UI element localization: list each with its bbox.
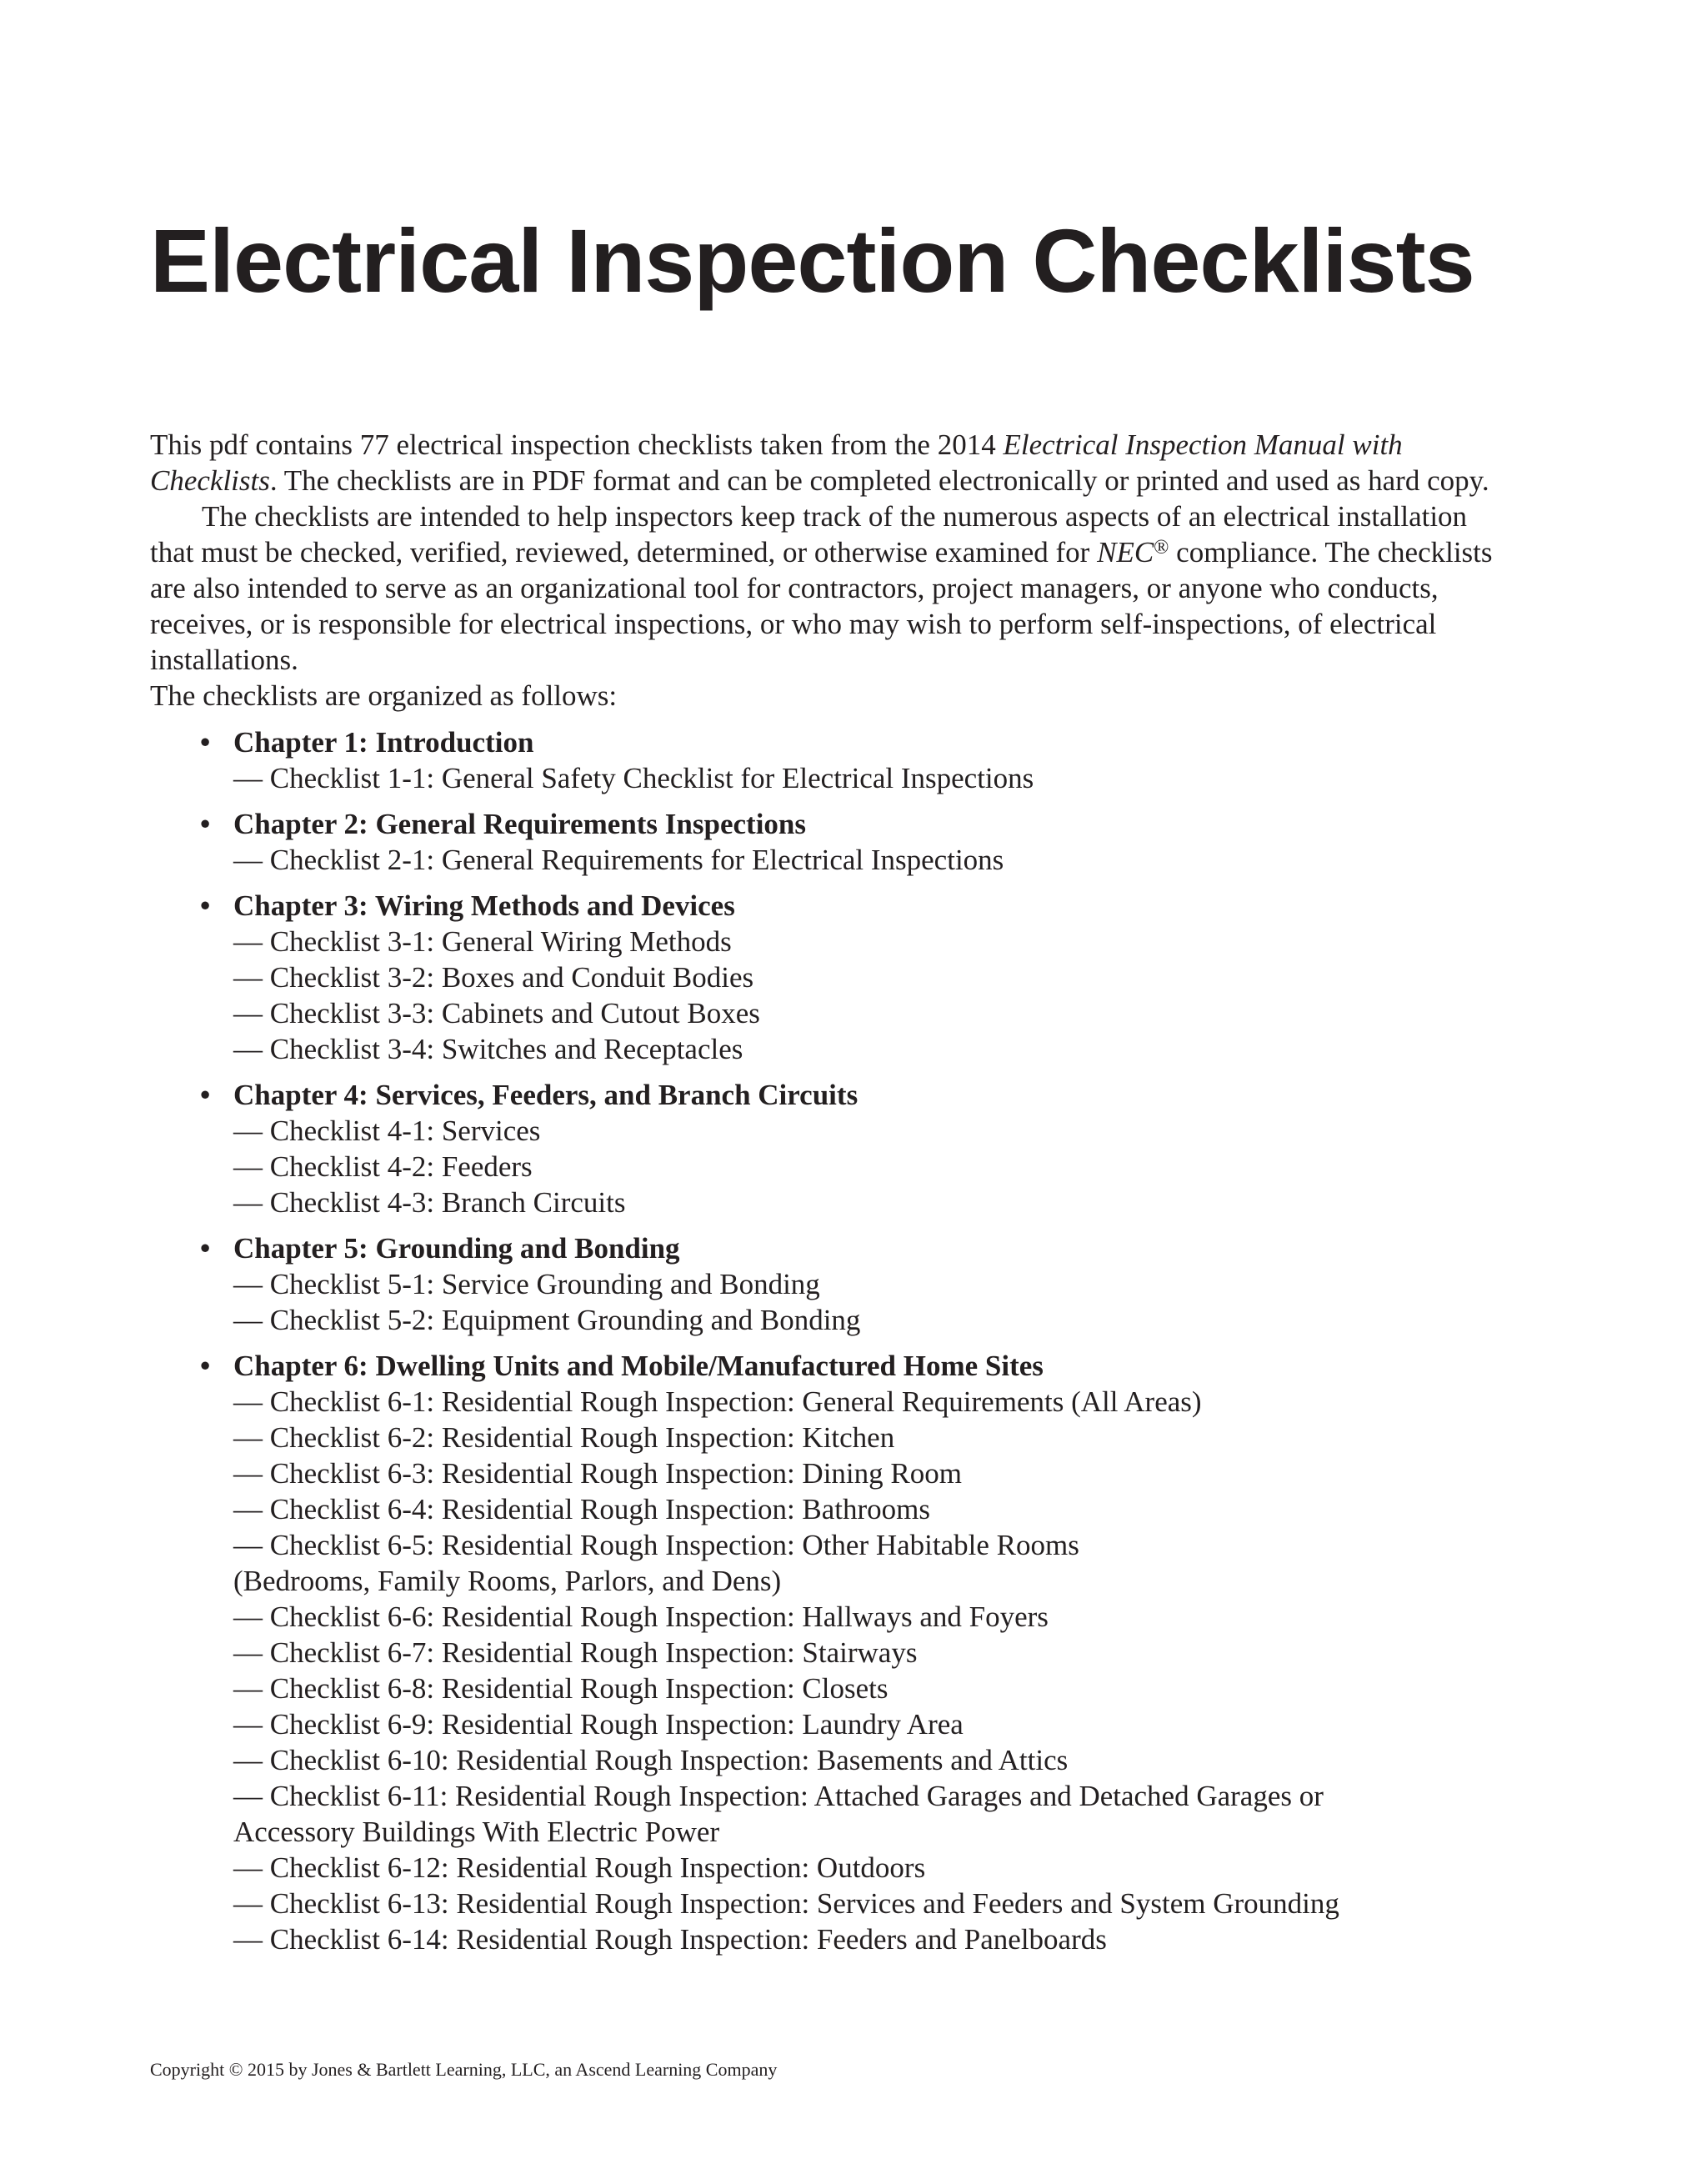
chapter-item [150,806,1567,878]
bullet-icon: • [200,1079,211,1111]
checklist-item: — Checklist 1-1: General Safety Checklist for Electrical Inspections [233,762,1034,794]
chapter-title: Chapter 3: Wiring Methods and Devices [233,889,735,922]
checklist-item: (Bedrooms, Family Rooms, Parlors, and Dens) [233,1565,782,1597]
chapter-title: Chapter 1: Introduction [233,726,534,759]
checklist-item: — Checklist 3-1: General Wiring Methods [233,925,732,958]
checklist-item: — Checklist 6-9: Residential Rough Inspection: Laundry Area [233,1708,964,1741]
chapter-item [150,1230,1567,1338]
checklist-item: — Checklist 3-2: Boxes and Conduit Bodies [233,961,754,994]
document-body [150,427,1567,1957]
bullet-icon: • [200,726,211,759]
chapter-list [150,724,1567,1957]
checklist-item: — Checklist 6-14: Residential Rough Inspection: Feeders and Panelboards [233,1923,1107,1956]
intro-paragraph-1-line-2: Checklists. The checklists are in PDF format and can be completed electronically or printed and used as hard copy. [150,464,1489,497]
chapter-title: Chapter 4: Services, Feeders, and Branch Circuits [233,1079,859,1111]
chapter-item [150,888,1567,1067]
checklist-item: — Checklist 4-1: Services [233,1115,541,1147]
checklist-item: — Checklist 6-4: Residential Rough Inspection: Bathrooms [233,1493,931,1525]
chapter-title: Chapter 5: Grounding and Bonding [233,1232,680,1265]
checklist-item: — Checklist 6-3: Residential Rough Inspection: Dining Room [233,1457,962,1490]
bullet-icon: • [200,1232,211,1265]
nec-italic: NEC [1097,536,1154,569]
checklist-item: — Checklist 6-11: Residential Rough Inspection: Attached Garages and Detached Garages or [233,1780,1324,1812]
intro-paragraph-1-line-1: This pdf contains 77 electrical inspection checklists taken from the 2014 Electrical Inspection Manual with [150,428,1403,461]
checklist-item: — Checklist 6-8: Residential Rough Inspection: Closets [233,1672,889,1705]
intro-paragraph-2-line-1: The checklists are intended to help inspectors keep track of the numerous aspects of an electrical installation [202,500,1468,533]
intro-paragraph-3: The checklists are organized as follows: [150,679,618,712]
checklist-item: — Checklist 5-1: Service Grounding and Bonding [233,1268,820,1300]
checklist-item: — Checklist 6-2: Residential Rough Inspection: Kitchen [233,1421,895,1454]
bullet-icon: • [200,1350,211,1382]
chapter-item [150,724,1567,796]
book-title-italic: Electrical Inspection Manual with [1003,428,1403,461]
intro-paragraph-2-line-5: installations. [150,644,298,676]
copyright-footer: Copyright © 2015 by Jones & Bartlett Learning, LLC, an Ascend Learning Company [150,2059,778,2080]
book-title-italic-continued: Checklists [150,464,270,497]
checklist-item: — Checklist 6-10: Residential Rough Inspection: Basements and Attics [233,1744,1069,1776]
checklist-item: — Checklist 6-1: Residential Rough Inspection: General Requirements (All Areas) [233,1385,1202,1418]
checklist-item: — Checklist 2-1: General Requirements for Electrical Inspections [233,844,1004,876]
chapter-item [150,1348,1567,1957]
checklist-item: — Checklist 6-13: Residential Rough Inspection: Services and Feeders and System Grounding [233,1887,1339,1920]
bullet-icon: • [200,808,211,840]
intro-paragraph-2-line-3: are also intended to serve as an organizational tool for contractors, project managers, or anyone who conducts, [150,572,1439,604]
page-title: Electrical Inspection Checklists [150,210,1474,311]
checklist-item: — Checklist 6-5: Residential Rough Inspection: Other Habitable Rooms [233,1529,1079,1561]
checklist-item: — Checklist 4-2: Feeders [233,1150,533,1183]
intro-paragraph-2-line-4: receives, or is responsible for electrical inspections, or who may wish to perform self-inspections, of electrical [150,608,1437,640]
chapter-title: Chapter 2: General Requirements Inspections [233,808,807,840]
checklist-item: Accessory Buildings With Electric Power [233,1816,720,1848]
checklist-item: — Checklist 4-3: Branch Circuits [233,1186,626,1219]
checklist-item: — Checklist 3-4: Switches and Receptacles [233,1033,743,1065]
intro-section [150,427,1567,714]
checklist-item: — Checklist 3-3: Cabinets and Cutout Boxes [233,997,760,1029]
bullet-icon: • [200,889,211,922]
checklist-item: — Checklist 5-2: Equipment Grounding and Bonding [233,1304,861,1336]
intro-paragraph-2-line-2: that must be checked, verified, reviewed, determined, or otherwise examined for NEC® compliance. The checklists [150,536,1493,569]
checklist-item: — Checklist 6-12: Residential Rough Inspection: Outdoors [233,1851,926,1884]
checklist-item: — Checklist 6-6: Residential Rough Inspection: Hallways and Foyers [233,1600,1049,1633]
chapter-title: Chapter 6: Dwelling Units and Mobile/Manufactured Home Sites [233,1350,1044,1382]
chapter-item [150,1077,1567,1220]
checklist-item: — Checklist 6-7: Residential Rough Inspection: Stairways [233,1636,918,1669]
registered-mark: ® [1154,537,1169,559]
